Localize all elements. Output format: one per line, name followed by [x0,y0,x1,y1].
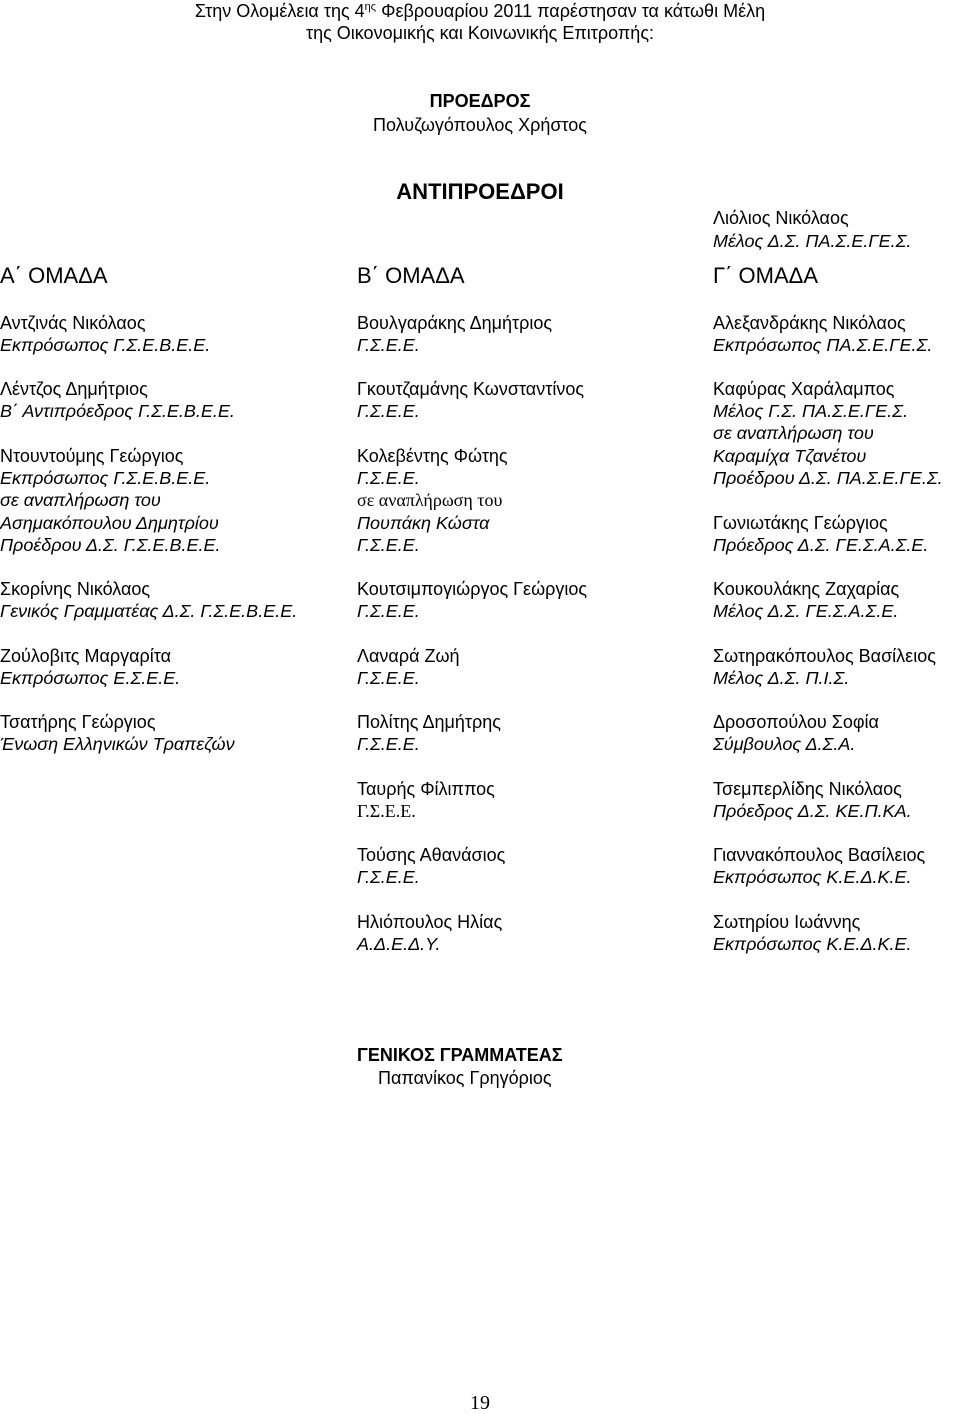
member-name: Ντουντούμης Γεώργιος [0,446,184,466]
substitution-note: σε αναπλήρωση του [0,490,161,510]
member-role: Μέλος Δ.Σ. Π.Ι.Σ. [713,668,850,688]
substituted-role: Προέδρου Δ.Σ. Γ.Σ.Ε.Β.Ε.Ε. [0,535,221,555]
intro-line-1-b: Φεβρουαρίου 2011 παρέστησαν τα κάτωθι Μέλη [376,1,766,21]
member-name: Αλεξανδράκης Νικόλαος [713,313,906,333]
member-role: Γ.Σ.Ε.Ε. [357,867,420,887]
member-name: Γκουτζαμάνης Κωνσταντίνος [357,379,585,399]
intro-superscript: ης [364,1,377,13]
member-role: Εκπρόσωπος Κ.Ε.Δ.Κ.Ε. [713,867,912,887]
member-role: Εκπρόσωπος Γ.Σ.Ε.Β.Ε.Ε. [0,468,211,488]
president-title: ΠΡΟΕΔΡΟΣ [429,91,531,111]
substituted-member: Καραμίχα Τζανέτου [713,446,867,466]
member-name: Καφύρας Χαράλαμπος [713,379,895,399]
member-name: Σωτηρίου Ιωάννης [713,912,861,932]
member-name: Δροσοπούλου Σοφία [713,712,879,732]
member-role: Γ.Σ.Ε.Ε. [357,468,420,488]
substituted-member: Ασημακόπουλου Δημητρίου [0,513,219,533]
group-b-heading: Β΄ ΟΜΑΔΑ [357,263,465,288]
member-name: Σωτηρακόπουλος Βασίλειος [713,646,936,666]
member-name: Τούσης Αθανάσιος [357,845,506,865]
member-name: Πολίτης Δημήτρης [357,712,501,732]
member-role: Β΄ Αντιπρόεδρος Γ.Σ.Ε.Β.Ε.Ε. [0,401,235,421]
member-role: Γ.Σ.Ε.Ε. [357,801,416,821]
member-name: Κολεβέντης Φώτης [357,446,508,466]
intro-line-1 [0,0,960,22]
member-name: Βουλγαράκης Δημήτριος [357,313,553,333]
member-name: Γωνιωτάκης Γεώργιος [713,513,888,533]
member-role: Α.Δ.Ε.Δ.Υ. [357,934,441,954]
secretary-name: Παπανίκος Γρηγόριος [378,1068,552,1088]
intro-line-1-a: Στην Ολομέλεια της 4 [194,1,365,21]
member-role: Γ.Σ.Ε.Ε. [357,668,420,688]
member-name: Ταυρής Φίλιππος [357,779,495,799]
substitution-note: σε αναπλήρωση του [713,423,874,443]
member-role: Πρόεδρος Δ.Σ. ΓΕ.Σ.Α.Σ.Ε. [713,535,929,555]
member-name: Γιαννακόπουλος Βασίλειος [713,845,926,865]
member-name: Λέντζος Δημήτριος [0,379,148,399]
member-name: Κουκουλάκης Ζαχαρίας [713,579,900,599]
vice-president-role: Μέλος Δ.Σ. ΠΑ.Σ.Ε.ΓΕ.Σ. [713,231,912,251]
vice-president-name: Λιόλιος Νικόλαος [713,208,849,228]
member-name: Ζούλοβιτς Μαργαρίτα [0,646,172,666]
substituted-member: Πουπάκη Κώστα [357,513,490,533]
member-role: Γ.Σ.Ε.Ε. [357,335,420,355]
substitution-note: σε αναπλήρωση του [357,490,503,510]
page-number: 19 [470,1392,490,1414]
member-role: Μέλος Γ.Σ. ΠΑ.Σ.Ε.ΓΕ.Σ. [713,401,908,421]
member-name: Λαναρά Ζωή [357,646,460,666]
member-role: Πρόεδρος Δ.Σ. ΚΕ.Π.ΚΑ. [713,801,912,821]
member-role: Γ.Σ.Ε.Ε. [357,601,420,621]
member-name: Τσατήρης Γεώργιος [0,712,156,732]
member-role: Μέλος Δ.Σ. ΓΕ.Σ.Α.Σ.Ε. [713,601,899,621]
intro-line-2: της Οικονομικής και Κοινωνικής Επιτροπής: [305,23,654,43]
member-role: Γ.Σ.Ε.Ε. [357,734,420,754]
group-c-heading: Γ΄ ΟΜΑΔΑ [713,263,819,288]
member-role: Εκπρόσωπος ΠΑ.Σ.Ε.ΓΕ.Σ. [713,335,933,355]
member-name: Κουτσιμπογιώργος Γεώργιος [357,579,588,599]
substituted-role: Προέδρου Δ.Σ. ΠΑ.Σ.Ε.ΓΕ.Σ. [713,468,943,488]
group-a-heading: Α΄ ΟΜΑΔΑ [0,263,108,288]
substituted-role: Γ.Σ.Ε.Ε. [357,535,420,555]
member-name: Αντζινάς Νικόλαος [0,313,146,333]
secretary-title: ΓΕΝΙΚΟΣ ΓΡΑΜΜΑΤΕΑΣ [357,1045,563,1065]
member-name: Ηλιόπουλος Ηλίας [357,912,503,932]
member-role: Γ.Σ.Ε.Ε. [357,401,420,421]
vice-presidents-title: ΑΝΤΙΠΡΟΕΔΡΟΙ [396,179,564,204]
member-role: Εκπρόσωπος Ε.Σ.Ε.Ε. [0,668,181,688]
member-name: Σκορίνης Νικόλαος [0,579,151,599]
member-role: Γενικός Γραμματέας Δ.Σ. Γ.Σ.Ε.Β.Ε.Ε. [0,601,298,621]
member-name: Τσεμπερλίδης Νικόλαος [713,779,902,799]
member-role: Εκπρόσωπος Κ.Ε.Δ.Κ.Ε. [713,934,912,954]
president-name: Πολυζωγόπουλος Χρήστος [373,115,587,135]
member-role: Εκπρόσωπος Γ.Σ.Ε.Β.Ε.Ε. [0,335,211,355]
member-role: Ένωση Ελληνικών Τραπεζών [0,734,235,754]
member-role: Σύμβουλος Δ.Σ.Α. [713,734,856,754]
